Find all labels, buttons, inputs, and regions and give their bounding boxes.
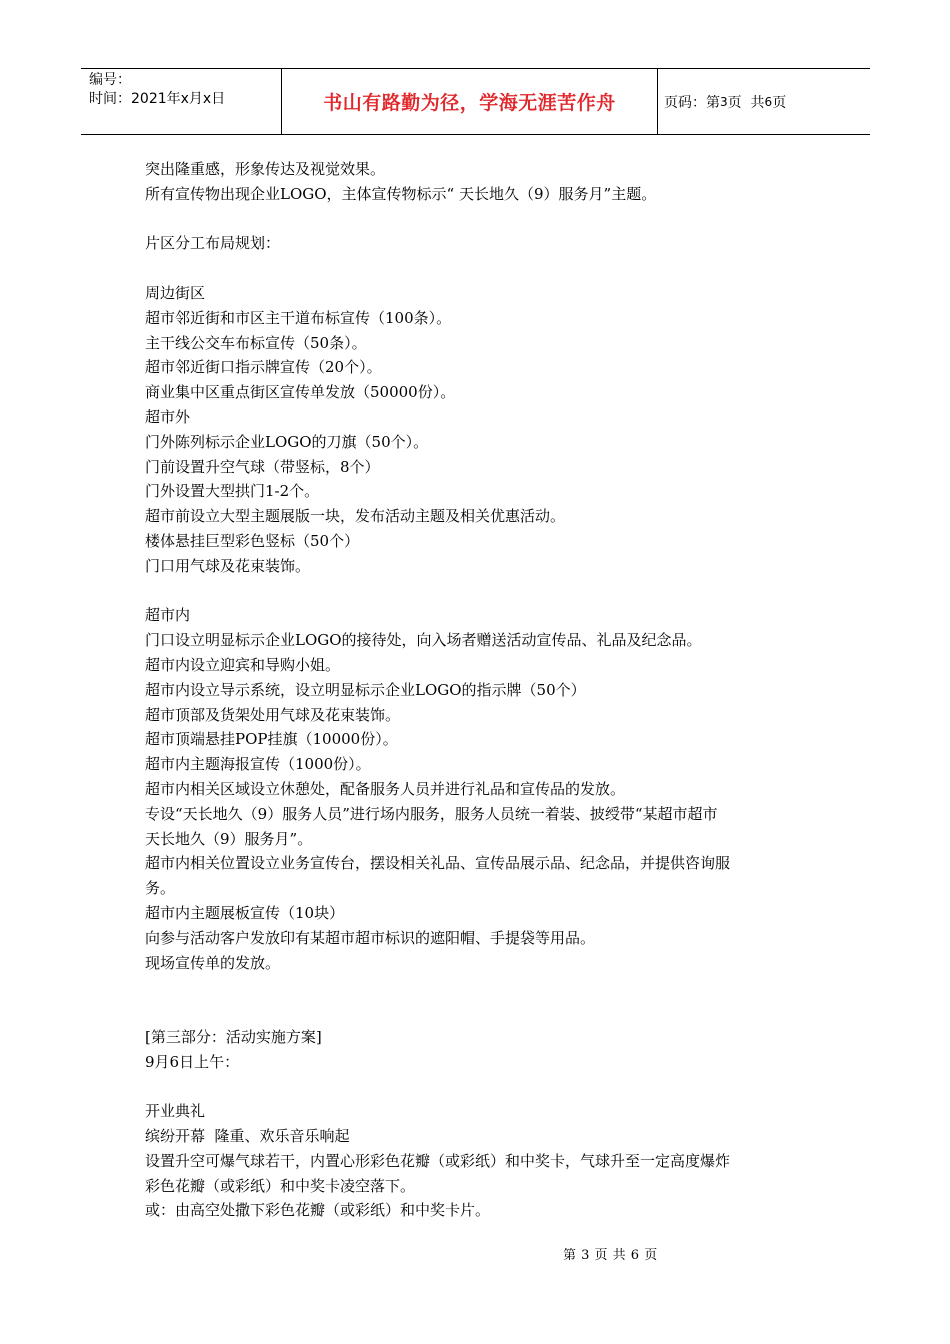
body-line: 或：由高空处撒下彩色花瓣（或彩纸）和中奖卡片。 <box>145 1201 491 1220</box>
body-line: 超市内 <box>145 606 191 625</box>
body-line: 片区分工布局规划： <box>145 234 281 253</box>
header-motto-cell <box>282 69 658 134</box>
body-line: 超市内设立迎宾和导购小姐。 <box>145 655 341 674</box>
body-line: 设置升空可爆气球若干，内置心形彩色花瓣（或彩纸）和中奖卡，气球升至一定高度爆炸 <box>145 1151 731 1170</box>
body-line: 缤纷开幕 隆重、欢乐音乐响起 <box>145 1127 350 1146</box>
body-line: 超市邻近街口指示牌宣传（20个）。 <box>145 358 382 377</box>
body-line: 超市内相关区域设立休憩处，配备服务人员并进行礼品和宣传品的发放。 <box>145 779 626 798</box>
body-line: 向参与活动客户发放印有某超市超市标识的遮阳帽、手提袋等用品。 <box>145 928 596 947</box>
header-page-cell <box>658 69 870 134</box>
page-label-suffix: 页 <box>772 94 787 111</box>
body-line: 主干线公交车布标宣传（50条）。 <box>145 333 367 352</box>
blank-line <box>145 256 815 281</box>
blank-line <box>145 1074 815 1099</box>
body-line: 门口用气球及花束装饰。 <box>145 556 311 575</box>
body-line: 超市顶部及货架处用气球及花束装饰。 <box>145 705 401 724</box>
document-body <box>145 157 815 1223</box>
body-line: 所有宣传物出现企业LOGO，主体宣传物标示“ 天长地久（9）服务月”主题。 <box>145 184 657 203</box>
body-line: 天长地久（9）服务月”。 <box>145 829 313 848</box>
body-line: 超市内主题海报宣传（1000份）。 <box>145 755 371 774</box>
body-line: 门外陈列标示企业LOGO的刀旗（50个）。 <box>145 432 429 451</box>
body-line: 门口设立明显标示企业LOGO的接待处，向入场者赠送活动宣传品、礼品及纪念品。 <box>145 631 702 650</box>
body-line: 彩色花瓣（或彩纸）和中奖卡凌空落下。 <box>145 1176 416 1195</box>
blank-line <box>145 975 815 1000</box>
blank-line <box>145 579 815 604</box>
page-total-number: 6 <box>764 94 773 109</box>
body-line: 超市内设立导示系统，设立明显标示企业LOGO的指示牌（50个） <box>145 680 586 699</box>
page-current-number: 3 <box>720 94 728 109</box>
body-line: 周边街区 <box>145 283 206 302</box>
document-number-label: 编号： <box>89 72 131 88</box>
body-line: [第三部分：活动实施方案] <box>145 1027 322 1046</box>
body-line: 超市邻近街和市区主干道布标宣传（100条）。 <box>145 308 452 327</box>
body-line: 超市内主题展板宣传（10块） <box>145 903 345 922</box>
body-line: 现场宣传单的发放。 <box>145 953 281 972</box>
body-line: 超市内相关位置设立业务宣传台，摆设相关礼品、宣传品展示品、纪念品，并提供咨询服 <box>145 854 731 873</box>
page-label-mid: 页 共 <box>727 94 765 111</box>
body-line: 9月6日上午： <box>145 1052 240 1071</box>
page-label-prefix: 页码：第 <box>664 94 720 111</box>
body-line: 商业集中区重点街区宣传单发放（50000份）。 <box>145 383 456 402</box>
body-line: 务。 <box>145 879 176 898</box>
page-header <box>81 68 870 135</box>
body-line: 超市前设立大型主题展版一块，发布活动主题及相关优惠活动。 <box>145 507 566 526</box>
blank-line <box>145 207 815 232</box>
body-line: 门外设置大型拱门1-2个。 <box>145 482 320 501</box>
body-line: 专设“天长地久（9）服务人员”进行场内服务，服务人员统一着装、披绶带“某超市超市 <box>145 804 718 823</box>
body-line: 超市外 <box>145 407 191 426</box>
body-line: 开业典礼 <box>145 1102 206 1121</box>
document-time-label: 时间：2021年x月x日 <box>89 91 226 107</box>
header-motto: 书山有路勤为径，学海无涯苦作舟 <box>323 92 616 114</box>
body-line: 门前设置升空气球（带竖标，8个） <box>145 457 380 476</box>
body-line: 突出隆重感，形象传达及视觉效果。 <box>145 160 386 178</box>
body-line: 楼体悬挂巨型彩色竖标（50个） <box>145 531 360 550</box>
page-footer: 第 3 页 共 6 页 <box>563 1248 658 1263</box>
body-line: 超市顶端悬挂POP挂旗（10000份）。 <box>145 730 398 749</box>
header-meta-cell <box>81 69 282 134</box>
blank-line <box>145 1000 815 1025</box>
